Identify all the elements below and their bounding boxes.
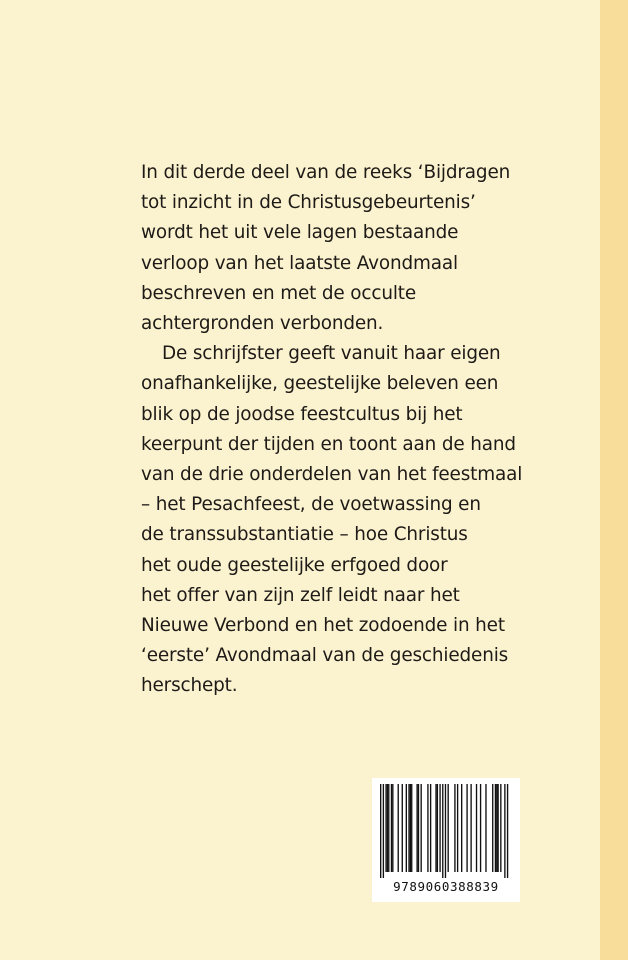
barcode-bar [385,784,386,872]
barcode-bar [411,784,412,872]
barcode-bar [442,784,443,878]
text-line: achtergronden verbonden. [141,313,384,335]
text-line: het offer van zijn zelf leidt naar het [141,584,460,606]
barcode-bar [421,784,422,872]
barcode-bar [388,784,389,872]
barcode-bar [427,784,428,872]
text-line: In dit derde deel van de reeks ‘Bijdragen [141,162,511,183]
barcode-bar [383,784,384,878]
barcode-bar [504,784,505,878]
text-line: beschreven en met de occulte [141,282,417,304]
text-line: keerpunt der tijden en toont aan de hand [141,433,516,455]
text-line: verloop van het laatste Avondmaal [141,252,458,274]
blurb-paragraph-2 [141,339,561,701]
barcode-bar [410,784,411,872]
barcode-bar [461,784,462,872]
barcode-bar [416,784,417,872]
barcode-bar [391,784,392,872]
barcode-bar [448,784,449,872]
barcode-bar [435,784,436,872]
barcode-bar [495,784,496,872]
barcode-bar [507,784,508,878]
text-line: onafhankelijke, geestelijke beleven een [141,373,499,395]
barcode-bar [454,784,455,872]
isbn-barcode [372,778,520,902]
barcode-bar [492,784,493,872]
barcode-bar [418,784,419,872]
barcode-bar [485,784,486,872]
text-line: Nieuwe Verbond en het zodoende in het [141,615,505,637]
barcode-bar [445,784,446,878]
barcode-bars [372,778,520,878]
blurb-paragraph-1 [141,158,561,339]
blurb-text [141,158,561,702]
text-line: blik op de joodse feestcultus bij het [141,403,463,425]
text-line: tot inzicht in de Christusgebeurtenis’ [141,192,476,214]
barcode-bar [408,784,409,872]
barcode-bar [398,784,399,872]
text-line: De schrijfster geeft vanuit haar eigen [162,343,501,365]
text-line: ‘eerste’ Avondmaal van de geschiedenis [141,645,509,667]
text-line: herschept. [141,675,238,697]
barcode-bar [476,784,477,872]
barcode-bar [406,784,407,872]
text-line: het oude geestelijke erfgoed door [141,554,448,576]
barcode-bar [500,784,501,872]
barcode-bar [466,784,467,872]
barcode-bar [480,784,481,872]
barcode-bar [392,784,393,872]
barcode-bar [470,784,471,872]
barcode-bar [380,784,381,878]
text-line: van de drie onderdelen van het feestmaal [141,464,523,486]
text-line: – het Pesachfeest, de voetwassing en [141,494,481,516]
barcode-bar [387,784,388,872]
isbn-number: 9789060388839 [393,879,499,894]
text-line: de transsubstantiatie – hoe Christus [141,524,468,546]
barcode-bar [457,784,458,872]
barcode-bar [430,784,431,872]
barcode-bar [496,784,497,872]
barcode-bar [439,784,440,872]
barcode-bar [402,784,403,872]
spine-edge [600,0,628,960]
barcode-bar [497,784,498,872]
text-line: wordt het uit vele lagen bestaande [141,222,459,244]
barcode-bar [437,784,438,872]
